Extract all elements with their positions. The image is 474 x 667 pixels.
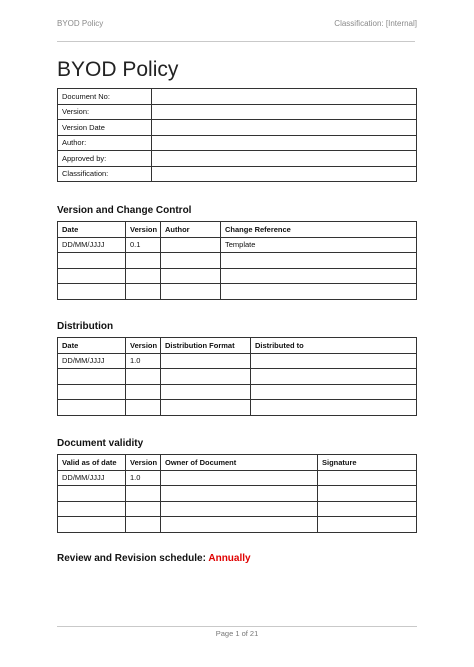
page-number: Page 1 of 21 [215,629,259,638]
table-cell[interactable] [318,517,417,533]
table-cell[interactable] [161,253,221,269]
table-row [58,517,417,533]
table-cell[interactable] [58,400,126,416]
meta-value[interactable] [152,104,417,120]
column-header: Owner of Document [161,455,318,471]
review-schedule-value: Annually [208,553,251,564]
table-cell[interactable]: DD/MM/JJJJ [58,237,126,253]
table-row [58,135,417,151]
table-cell[interactable] [126,284,161,300]
document-validity-table [57,454,417,533]
table-cell[interactable] [221,284,417,300]
table-row [58,104,417,120]
table-cell[interactable] [126,400,161,416]
table-row [58,486,417,502]
table-cell[interactable] [58,517,126,533]
table-cell[interactable] [161,517,318,533]
meta-label: Author: [58,135,152,151]
table-row [58,89,417,105]
table-cell[interactable] [126,517,161,533]
table-row [58,353,417,369]
table-row [58,166,417,182]
table-cell[interactable] [161,501,318,517]
column-header: Distributed to [251,338,417,354]
table-row [58,384,417,400]
table-cell[interactable] [161,237,221,253]
meta-value[interactable] [152,89,417,105]
table-cell[interactable] [58,486,126,502]
table-cell[interactable] [161,400,251,416]
table-header-row [58,222,417,238]
table-row [58,237,417,253]
table-cell[interactable]: 1.0 [126,470,161,486]
table-cell[interactable] [58,501,126,517]
table-cell[interactable] [251,400,417,416]
table-cell[interactable]: 0.1 [126,237,161,253]
table-cell[interactable] [318,470,417,486]
table-cell[interactable] [161,470,318,486]
table-cell[interactable] [126,369,161,385]
table-cell[interactable]: Template [221,237,417,253]
table-row [58,284,417,300]
column-header: Author [161,222,221,238]
header-divider [57,41,415,42]
meta-label: Classification: [58,166,152,182]
column-header: Valid as of date [58,455,126,471]
column-header: Signature [318,455,417,471]
table-cell[interactable] [251,384,417,400]
table-cell[interactable] [251,353,417,369]
validity-section-heading: Document validity [57,438,144,449]
meta-value[interactable] [152,166,417,182]
meta-label: Approved by: [58,151,152,167]
column-header: Change Reference [221,222,417,238]
table-row [58,501,417,517]
table-cell[interactable] [161,353,251,369]
table-row [58,268,417,284]
document-title: BYOD Policy [57,58,179,81]
column-header: Date [58,338,126,354]
table-row [58,470,417,486]
header-classification: Classification: [Internal] [334,19,417,28]
table-cell[interactable] [221,253,417,269]
table-row [58,253,417,269]
table-header-row [58,338,417,354]
version-section-heading: Version and Change Control [57,205,192,216]
meta-value[interactable] [152,151,417,167]
meta-label: Document No: [58,89,152,105]
table-cell[interactable] [58,284,126,300]
table-header-row [58,455,417,471]
table-cell[interactable] [318,501,417,517]
table-cell[interactable] [126,501,161,517]
footer-divider [57,626,417,627]
column-header: Version [126,222,161,238]
table-cell[interactable] [161,486,318,502]
table-cell[interactable] [161,384,251,400]
table-cell[interactable] [58,384,126,400]
distribution-table [57,337,417,416]
page-header [57,19,417,33]
column-header: Distribution Format [161,338,251,354]
version-control-table [57,221,417,300]
table-row [58,151,417,167]
table-cell[interactable] [318,486,417,502]
table-cell[interactable] [251,369,417,385]
column-header: Version [126,338,161,354]
table-cell[interactable]: 1.0 [126,353,161,369]
table-cell[interactable] [126,268,161,284]
column-header: Date [58,222,126,238]
review-schedule [57,553,251,564]
column-header: Version [126,455,161,471]
review-schedule-label: Review and Revision schedule: [57,553,206,564]
table-cell[interactable] [126,486,161,502]
table-row [58,400,417,416]
table-cell[interactable]: DD/MM/JJJJ [58,470,126,486]
table-cell[interactable] [58,253,126,269]
meta-label: Version Date [58,120,152,136]
header-doc-title: BYOD Policy [57,19,104,28]
distribution-section-heading: Distribution [57,321,114,332]
meta-label: Version: [58,104,152,120]
table-cell[interactable] [221,268,417,284]
document-metadata-table [57,88,417,182]
meta-value[interactable] [152,120,417,136]
table-cell[interactable] [161,284,221,300]
table-row [58,369,417,385]
meta-value[interactable] [152,135,417,151]
table-cell[interactable]: DD/MM/JJJJ [58,353,126,369]
table-cell[interactable] [161,268,221,284]
table-cell[interactable] [126,384,161,400]
table-cell[interactable] [126,253,161,269]
table-cell[interactable] [161,369,251,385]
table-row [58,120,417,136]
table-cell[interactable] [58,369,126,385]
table-cell[interactable] [58,268,126,284]
